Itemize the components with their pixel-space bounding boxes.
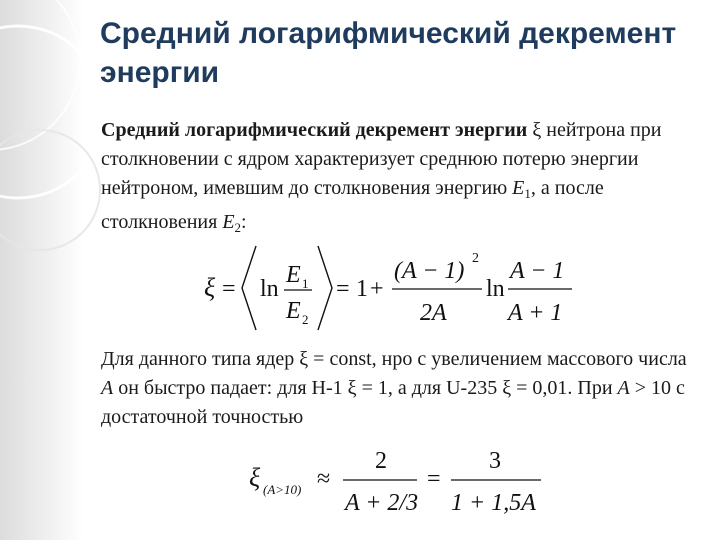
formula1-den-sub: 2	[302, 312, 309, 327]
paragraph-text: нейтрона при столкновении с ядром характеризует среднюю потерю энергии нейтроном, имевшим до столкновения энергию	[101, 119, 662, 199]
paragraph-text-mid: , а после столкновения	[101, 177, 604, 233]
paragraph-text-end: :	[241, 211, 247, 233]
bold-term: Средний логарифмический декремент энергии	[101, 119, 528, 141]
formula2-approx: ≈	[317, 466, 331, 492]
left-angle-bracket	[242, 246, 256, 330]
paragraph-definition	[101, 116, 691, 242]
formula2-frac1-num: 2	[375, 448, 387, 474]
subscript-1: 1	[524, 186, 531, 201]
paragraph2-text-1: Для данного типа ядер ξ = const, нро с увеличением массового числа	[101, 348, 687, 370]
formula1-num-sub: 1	[302, 276, 309, 291]
formula1-frac2-den: 2A	[420, 300, 447, 326]
formula1-ln2: ln	[486, 276, 505, 302]
subscript-2: 2	[234, 220, 242, 235]
slide-title: Средний логарифмический декремент энергии	[100, 17, 677, 89]
paragraph2-text-3: > 10 с достаточной точностью	[101, 377, 685, 428]
formula1-xi: ξ	[204, 273, 216, 302]
xi-symbol: ξ	[532, 119, 542, 141]
formula1-frac2-num: (A − 1)	[394, 258, 465, 284]
formula1-plus: +	[370, 276, 384, 302]
formula1-ln: ln	[260, 276, 279, 302]
formula1-eq2: =	[336, 276, 350, 302]
symbol-e2: E	[222, 211, 235, 233]
symbol-e1: E	[512, 177, 525, 199]
formula2-frac2-num: 3	[489, 448, 501, 474]
symbol-a-1: A	[101, 377, 114, 399]
formula2-eq: =	[427, 466, 441, 492]
formula2-xi: ξ	[249, 463, 261, 492]
formula-approximation	[245, 436, 555, 526]
symbol-a-2: A	[617, 377, 630, 399]
formula1-frac3-den: A + 1	[508, 300, 563, 326]
paragraph-dependence	[101, 345, 691, 432]
formula1-one: 1	[356, 276, 368, 302]
paragraph2-text-2: он быстро падает: для Н-1 ξ = 1, а для U-235 ξ = 0,01. При	[118, 377, 613, 399]
formula1-num-e: E	[286, 262, 301, 288]
formula-decrement	[200, 238, 580, 338]
formula2-sub: (A>10)	[263, 482, 302, 497]
formula1-eq: =	[222, 276, 236, 302]
formula2-frac2-den: 1 + 1,5A	[451, 490, 536, 516]
formula1-frac3-num: A − 1	[510, 258, 565, 284]
formula1-den-e: E	[286, 298, 301, 324]
formula1-frac2-exp: 2	[472, 251, 479, 266]
right-angle-bracket	[318, 246, 332, 330]
formula2-frac1-den: A + 2/3	[345, 490, 419, 516]
